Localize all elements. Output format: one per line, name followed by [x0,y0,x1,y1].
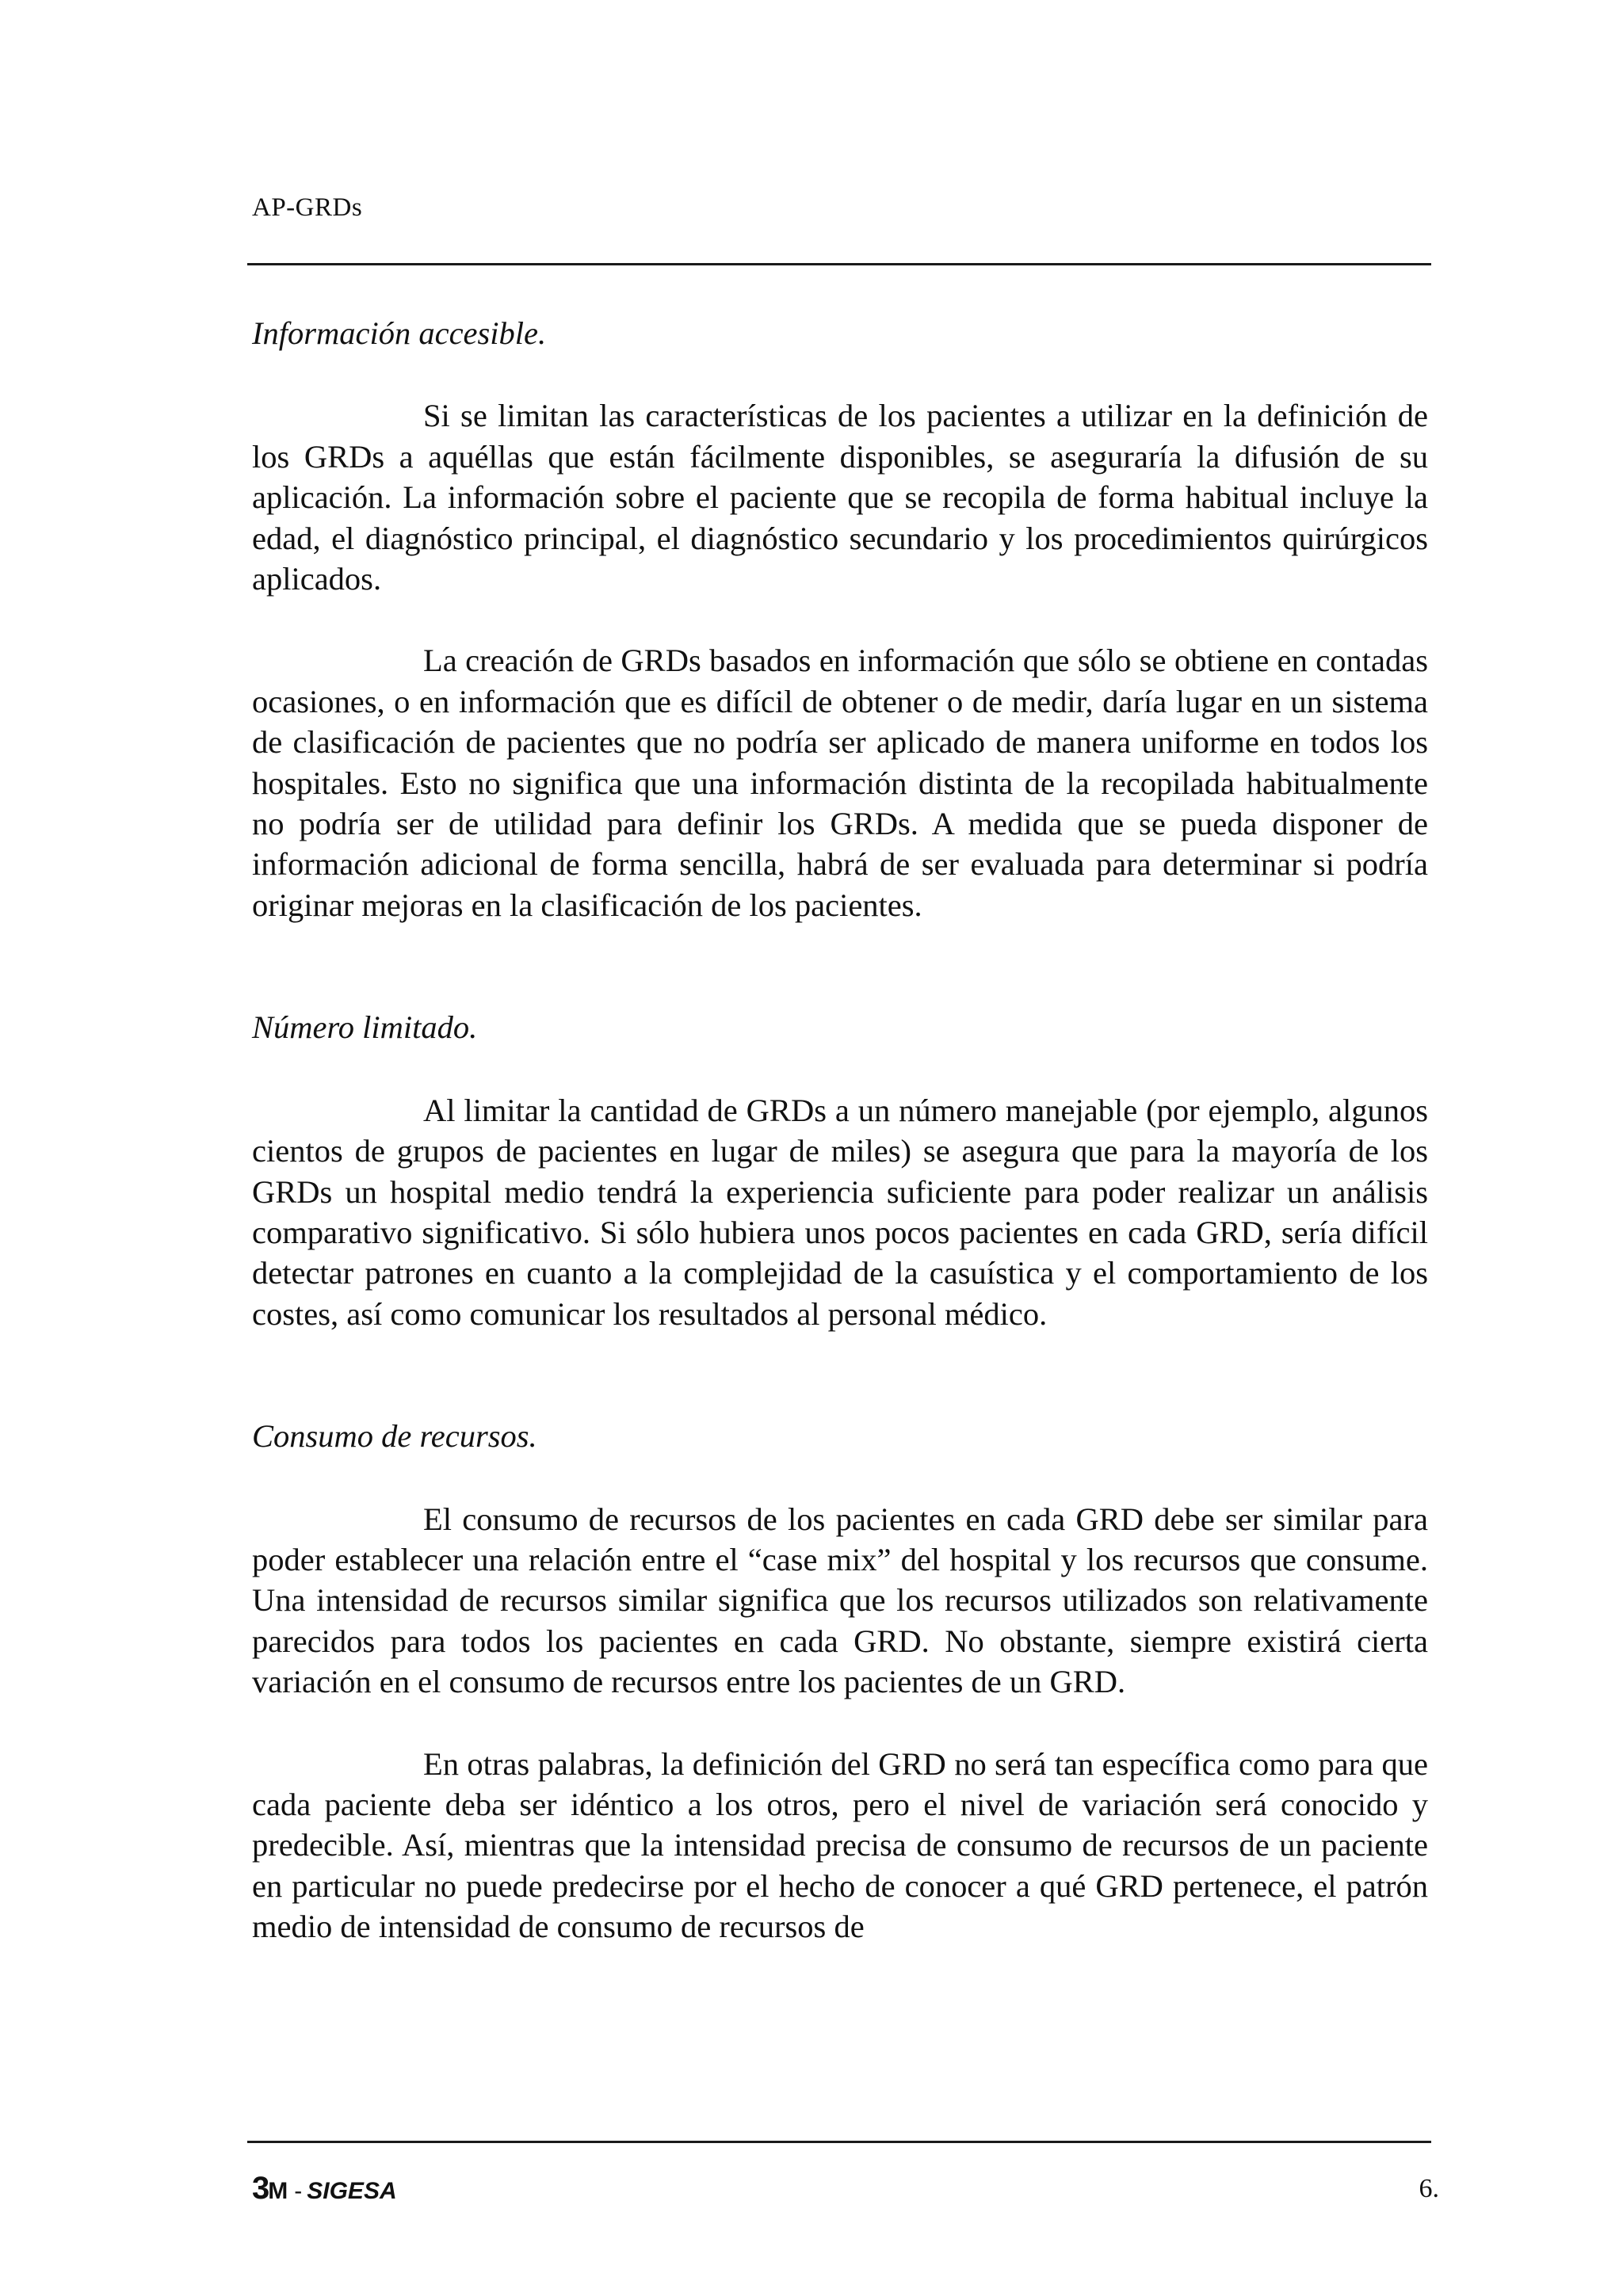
paragraph: Al limitar la cantidad de GRDs a un número manejable (por ejemplo, algunos cientos de grupos de pacientes en lugar de miles) se asegura que para la mayoría de los GRDs un hospital medio tendrá la experiencia suficiente para poder realizar un análisis comparativo significativo. Si sólo hubiera unos pocos pacientes en cada GRD, sería difícil detectar patrones en cuanto a la complejidad de la casuística y el comportamiento de los costes, así como comunicar los resultados al personal médico. [252,1092,1428,1332]
paragraph: Si se limitan las características de los pacientes a utilizar en la definición de los GRDs a aquéllas que están fácilmente disponibles, se aseguraría la difusión de su aplicación. La información sobre el paciente que se recopila de forma habitual incluye la edad, el diagnóstico principal, el diagnóstico secundario y los procedimientos quirúrgicos aplicados. [252,398,1428,597]
running-header: AP-GRDs [252,193,363,222]
footer-brand-logo [252,2172,397,2204]
page-number: 6. [1419,2174,1439,2203]
paragraph: En otras palabras, la definición del GRD no será tan específica como para que cada paciente deba ser idéntico a los otros, pero el nivel de variación será conocido y predecible. Así, mientras que la intensidad precisa de consumo de recursos de un paciente en particular no puede predecirse por el hecho de conocer a qué GRD pertenece, el patrón medio de intensidad de consumo de recursos de [252,1745,1428,1945]
brand-letter: M [268,2178,288,2204]
paragraph: El consumo de recursos de los pacientes en cada GRD debe ser similar para poder establecer una relación entre el “case mix” del hospital y los recursos que consume. Una intensidad de recursos similar significa que los recursos utilizados son relativamente parecidos para todos los pacientes en cada GRD. No obstante, siempre existirá cierta variación en el consumo de recursos entre los pacientes de un GRD. [252,1501,1428,1700]
body-content [252,313,1428,1947]
header-rule [247,263,1431,265]
section-heading-consumo-de-recursos: Consumo de recursos. [252,1418,537,1455]
brand-separator: - [294,2178,303,2204]
paragraph: La creación de GRDs basados en información que sólo se obtiene en contadas ocasiones, o en información que es difícil de obtener o de medir, daría lugar en un sistema de clasificación de pacientes que no podría ser aplicado de manera uniforme en todos los hospitales. Esto no significa que una información distinta de la recopilada habitualmente no podría ser de utilidad para definir los GRDs. A medida que se pueda disponer de información adicional de forma sencilla, habrá de ser evaluada para determinar si podría originar mejoras en la clasificación de los pacientes. [252,643,1428,923]
footer-rule [247,2141,1431,2143]
section-heading-numero-limitado: Número limitado. [252,1009,478,1046]
brand-name: SIGESA [307,2178,397,2204]
section-heading-informacion-accesible: Información accesible. [252,315,547,351]
brand-number: 3 [252,2171,269,2206]
